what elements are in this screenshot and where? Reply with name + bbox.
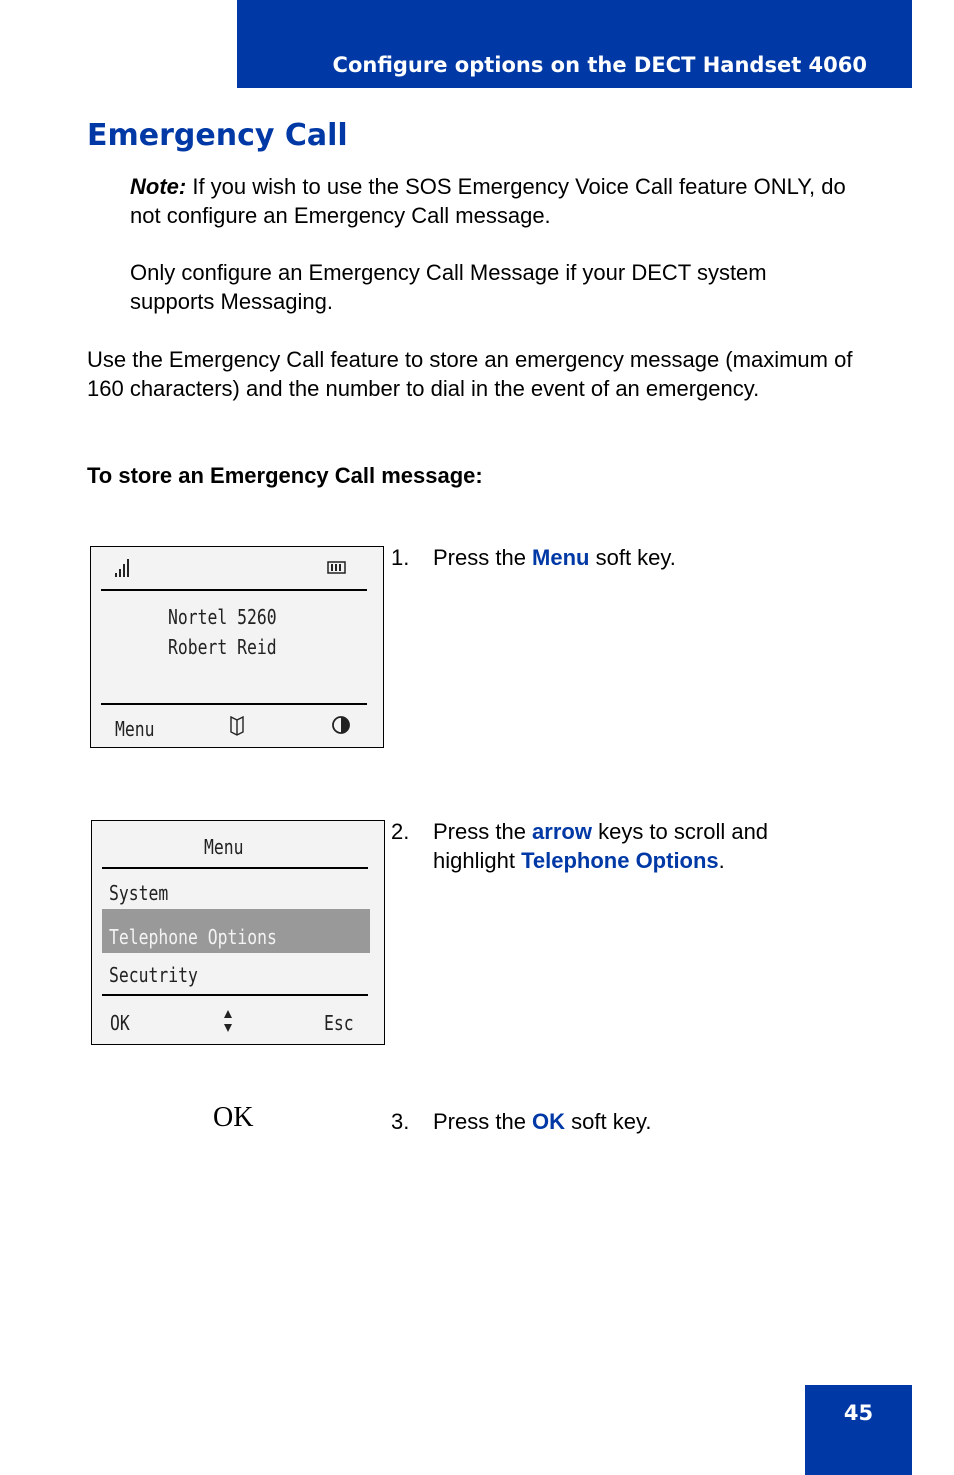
step-text: keys to scroll and highlight: [433, 819, 769, 873]
note-text: If you wish to use the SOS Emergency Voice Call feature ONLY, do not configure an Emergency Call message.: [130, 174, 846, 228]
ok-key-label: OK: [532, 1109, 566, 1134]
phonebook-icon: [228, 715, 246, 737]
step-text: soft key.: [589, 545, 676, 570]
screen-divider: [101, 703, 367, 705]
signal-icon: [113, 557, 135, 579]
header-band: [237, 0, 912, 88]
contrast-icon: [331, 714, 351, 736]
intro-paragraph: Use the Emergency Call feature to store an emergency message (maximum of 160 characters) and the number to dial in the event of an emergency.: [87, 347, 853, 401]
up-down-arrows-icon: [223, 1009, 233, 1033]
note-paragraph-2: Only configure an Emergency Call Message if your DECT system supports Messaging.: [130, 260, 767, 314]
step-text: Press the: [433, 819, 533, 844]
step-number: 1.: [391, 545, 410, 570]
battery-icon: [327, 561, 347, 575]
telephone-options-label: Telephone Options: [521, 848, 719, 873]
softkey-esc[interactable]: Esc: [324, 1011, 354, 1035]
handset-screen-idle: [90, 546, 384, 748]
menu-item-telephone-options[interactable]: Telephone Options: [109, 925, 277, 949]
header-title: Configure options on the DECT Handset 4060: [332, 53, 867, 77]
menu-key-label: Menu: [532, 545, 590, 570]
step-number: 3.: [391, 1109, 410, 1134]
page-number-box: [805, 1385, 912, 1475]
procedure-title: To store an Emergency Call message:: [87, 463, 483, 488]
menu-title: Menu: [204, 835, 244, 859]
step-text: .: [718, 848, 725, 873]
ok-key-symbol: OK: [213, 1102, 254, 1133]
step-text: soft key.: [565, 1109, 652, 1134]
step-number: 2.: [391, 819, 410, 844]
step-text: Press the: [433, 1109, 533, 1134]
screen-line-1: Nortel 5260: [168, 605, 277, 629]
menu-item-security[interactable]: Secutrity: [109, 963, 198, 987]
menu-item-system[interactable]: System: [109, 881, 169, 905]
page-title: Emergency Call: [87, 118, 348, 153]
screen-divider: [102, 867, 368, 869]
screen-divider: [101, 589, 367, 591]
step-text: Press the: [433, 545, 533, 570]
page-number: 45: [843, 1401, 874, 1425]
handset-screen-menu: [91, 820, 385, 1045]
screen-divider: [102, 994, 368, 996]
softkey-ok[interactable]: OK: [110, 1011, 130, 1035]
arrow-key-label: arrow: [532, 819, 592, 844]
note-paragraph: [130, 172, 850, 230]
softkey-menu[interactable]: Menu: [115, 717, 155, 741]
note-label: Note:: [130, 174, 187, 199]
screen-line-2: Robert Reid: [168, 635, 277, 659]
